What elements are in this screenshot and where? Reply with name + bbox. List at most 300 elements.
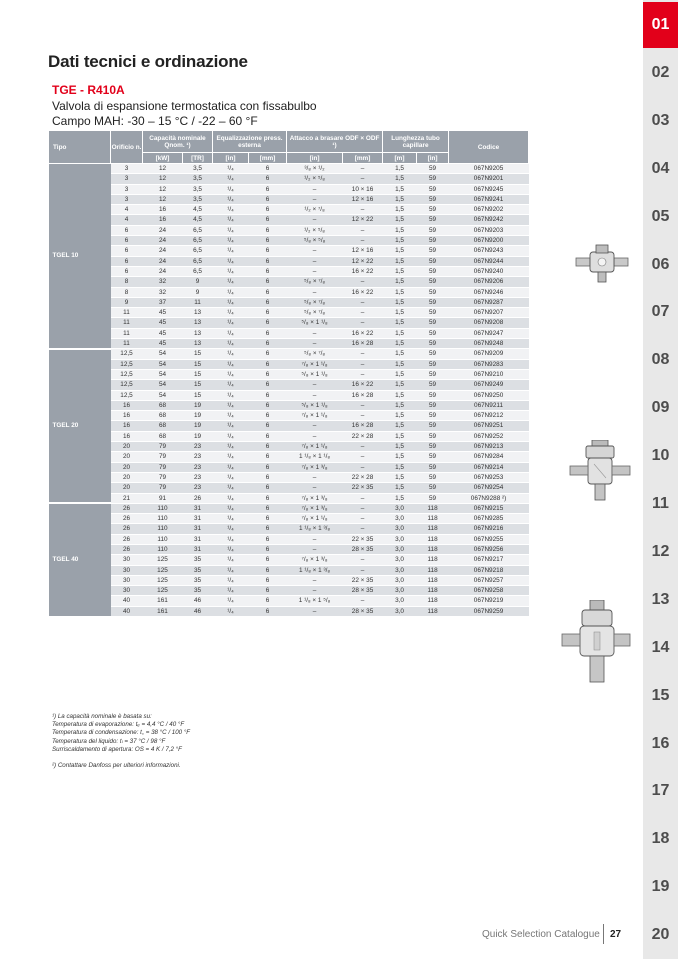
chapter-tab-03[interactable]: 03 (651, 111, 670, 129)
table-cell: 59 (417, 215, 449, 225)
table-cell: 6 (249, 555, 287, 565)
table-cell: 3,0 (383, 555, 417, 565)
table-cell: 31 (183, 503, 213, 513)
table-cell: – (343, 524, 383, 534)
group-label: TGEL 10 (49, 164, 111, 349)
table-cell: 1,5 (383, 359, 417, 369)
table-cell: 12 (143, 184, 183, 194)
chapter-tab-18[interactable]: 18 (651, 830, 670, 848)
table-cell: 59 (417, 194, 449, 204)
table-row (49, 503, 529, 513)
table-cell: – (287, 266, 343, 276)
table-cell: 1,5 (383, 225, 417, 235)
table-cell: 12 × 16 (343, 194, 383, 204)
table-cell: 4 (111, 215, 143, 225)
table-cell: ¹/₄ (213, 503, 249, 513)
table-cell: 13 (183, 339, 213, 349)
table-cell: ¹/₄ (213, 369, 249, 379)
table-cell: ⁵/₈ × ⁵/₈ (287, 236, 343, 246)
chapter-tab-16[interactable]: 16 (651, 734, 670, 752)
table-cell: 6 (249, 194, 287, 204)
table-cell: 6 (249, 431, 287, 441)
chapter-tab-15[interactable]: 15 (651, 686, 670, 704)
table-row (49, 452, 529, 462)
table-cell: 067N9241 (449, 194, 529, 204)
table-cell: 15 (183, 359, 213, 369)
table-cell: 12 × 22 (343, 256, 383, 266)
table-cell: 59 (417, 205, 449, 215)
table-cell: 30 (111, 565, 143, 575)
description-line-2: Campo MAH: -30 – 15 °C / -22 – 60 °F (52, 114, 258, 128)
table-cell: 161 (143, 606, 183, 616)
table-cell: 26 (111, 514, 143, 524)
table-cell: 067N9250 (449, 390, 529, 400)
table-row (49, 205, 529, 215)
chapter-tab-01[interactable]: 01 (643, 2, 678, 48)
chapter-tab-17[interactable]: 17 (651, 782, 670, 800)
table-cell: – (343, 369, 383, 379)
table-cell: 6 (249, 328, 287, 338)
table-cell: ¹/₄ (213, 225, 249, 235)
chapter-tab-02[interactable]: 02 (651, 63, 670, 81)
table-cell: 22 × 35 (343, 575, 383, 585)
table-row (49, 225, 529, 235)
table-cell: 59 (417, 225, 449, 235)
table-cell: ¹/₄ (213, 246, 249, 256)
table-cell: 067N9208 (449, 318, 529, 328)
table-cell: 23 (183, 442, 213, 452)
unit-header: [in] (213, 153, 249, 164)
table-cell: ¹/₄ (213, 421, 249, 431)
table-cell: 54 (143, 369, 183, 379)
table-row (49, 431, 529, 441)
table-cell: 067N9215 (449, 503, 529, 513)
table-cell: ¹/₄ (213, 606, 249, 616)
table-cell: 6 (249, 380, 287, 390)
table-cell: 067N9252 (449, 431, 529, 441)
table-cell: 20 (111, 452, 143, 462)
table-cell: 067N9254 (449, 483, 529, 493)
table-cell: 59 (417, 277, 449, 287)
table-cell: 9 (183, 287, 213, 297)
table-cell: 24 (143, 225, 183, 235)
table-cell: – (287, 390, 343, 400)
table-cell: 067N9246 (449, 287, 529, 297)
table-cell: 16 × 22 (343, 266, 383, 276)
table-cell: ⁵/₈ × ⁷/₈ (287, 297, 343, 307)
table-cell: 1,5 (383, 174, 417, 184)
table-cell: ⁷/₈ × 1 ³/₈ (287, 462, 343, 472)
table-cell: 12 (143, 174, 183, 184)
table-cell: 067N9285 (449, 514, 529, 524)
table-cell: 26 (111, 503, 143, 513)
table-cell: 1,5 (383, 266, 417, 276)
spec-table-body (49, 164, 529, 617)
table-cell: – (287, 256, 343, 266)
footer-catalogue-label: Quick Selection Catalogue (482, 929, 600, 940)
table-cell: 1,5 (383, 318, 417, 328)
valve-tgel40-image (560, 600, 632, 684)
table-cell: 1 ¹/₈ × 1 ⁵/₈ (287, 596, 343, 606)
table-cell: 110 (143, 524, 183, 534)
chapter-tab-07[interactable]: 07 (651, 303, 670, 321)
footer-divider (603, 924, 604, 944)
footnote-line: Temperatura di evaporazione: tₑ = 4,4 °C / 40 °F (52, 721, 185, 729)
table-cell: 1,5 (383, 215, 417, 225)
table-cell: 59 (417, 472, 449, 482)
chapter-tab-10[interactable]: 10 (651, 447, 670, 465)
table-row (49, 596, 529, 606)
table-cell: 6 (249, 215, 287, 225)
table-cell: – (343, 503, 383, 513)
table-cell: 79 (143, 462, 183, 472)
table-cell: 20 (111, 462, 143, 472)
table-cell: 6,5 (183, 236, 213, 246)
table-cell: 59 (417, 308, 449, 318)
table-cell: – (343, 411, 383, 421)
table-cell: 067N9259 (449, 606, 529, 616)
table-cell: 12,5 (111, 359, 143, 369)
chapter-tab-20[interactable]: 20 (651, 926, 670, 944)
table-cell: 6,5 (183, 256, 213, 266)
table-cell: 59 (417, 442, 449, 452)
table-cell: 1,5 (383, 308, 417, 318)
product-description (52, 99, 317, 129)
table-cell: ¹/₄ (213, 555, 249, 565)
table-cell: 22 × 35 (343, 534, 383, 544)
table-cell: 16 × 22 (343, 328, 383, 338)
table-cell: ¹/₄ (213, 596, 249, 606)
table-cell: ¹/₂ × ⁵/₈ (287, 174, 343, 184)
footnote-line: Temperatura di condensazione: t꜀ = 38 °C / 100 °F (52, 729, 191, 737)
table-cell: 1 ¹/₈ × 1 ³/₈ (287, 524, 343, 534)
table-cell: 067N9206 (449, 277, 529, 287)
table-cell: 16 (111, 421, 143, 431)
table-cell: 067N9207 (449, 308, 529, 318)
table-cell: ¹/₄ (213, 452, 249, 462)
chapter-tab-12[interactable]: 12 (651, 542, 670, 560)
table-cell: 68 (143, 431, 183, 441)
table-cell: 79 (143, 442, 183, 452)
chapter-tab-13[interactable]: 13 (651, 590, 670, 608)
table-cell: 13 (183, 308, 213, 318)
footnote-line: Surriscaldamento di apertura: OS = 4 K / 7,2 °F (52, 745, 182, 753)
table-cell: ⁵/₈ × ⁷/₈ (287, 277, 343, 287)
table-cell: 31 (183, 534, 213, 544)
table-cell: 59 (417, 339, 449, 349)
table-cell: 6 (249, 586, 287, 596)
table-cell: 59 (417, 184, 449, 194)
table-cell: ¹/₄ (213, 575, 249, 585)
table-cell: 1,5 (383, 390, 417, 400)
table-cell: ⁵/₈ × ⁷/₈ (287, 349, 343, 359)
table-cell: 067N9203 (449, 225, 529, 235)
table-cell: 26 (111, 544, 143, 554)
table-cell: – (287, 328, 343, 338)
table-cell: ¹/₄ (213, 236, 249, 246)
table-row (49, 565, 529, 575)
table-cell: 067N9202 (449, 205, 529, 215)
table-row (49, 586, 529, 596)
table-cell: ⁵/₈ × 1 ¹/₈ (287, 369, 343, 379)
table-row (49, 359, 529, 369)
chapter-tabs (643, 0, 678, 959)
table-cell: 6 (249, 205, 287, 215)
table-cell: 6 (249, 596, 287, 606)
table-cell: 19 (183, 431, 213, 441)
table-cell: 6 (249, 236, 287, 246)
table-cell: 1,5 (383, 483, 417, 493)
table-cell: 118 (417, 534, 449, 544)
table-cell: – (287, 287, 343, 297)
table-cell: 6 (249, 339, 287, 349)
table-cell: 16 (111, 431, 143, 441)
table-cell: 067N9283 (449, 359, 529, 369)
table-cell: 1,5 (383, 380, 417, 390)
table-cell: ¹/₄ (213, 277, 249, 287)
table-row (49, 493, 529, 503)
table-cell: 16 × 22 (343, 380, 383, 390)
table-row (49, 194, 529, 204)
table-cell: – (343, 359, 383, 369)
chapter-tab-04[interactable]: 04 (651, 159, 670, 177)
valve-tgel20-image (568, 440, 632, 502)
table-cell: 067N9210 (449, 369, 529, 379)
table-cell: 3,0 (383, 544, 417, 554)
table-cell: ¹/₄ (213, 390, 249, 400)
chapter-tab-14[interactable]: 14 (651, 638, 670, 656)
table-cell: 32 (143, 277, 183, 287)
description-line-1: Valvola di espansione termostatica con fissabulbo (52, 99, 317, 113)
table-row (49, 524, 529, 534)
table-cell: 22 × 35 (343, 483, 383, 493)
table-cell: ¹/₄ (213, 534, 249, 544)
table-cell: 6 (249, 421, 287, 431)
table-cell: 12 × 22 (343, 215, 383, 225)
table-row (49, 380, 529, 390)
table-cell: ⁷/₈ × 1 ³/₈ (287, 503, 343, 513)
page-title: Dati tecnici e ordinazione (48, 52, 248, 71)
table-cell: 6,5 (183, 225, 213, 235)
table-cell: 067N9253 (449, 472, 529, 482)
table-cell: 59 (417, 164, 449, 174)
table-cell: 067N9255 (449, 534, 529, 544)
spec-table (48, 130, 529, 618)
table-cell: 1,5 (383, 400, 417, 410)
table-cell: – (287, 544, 343, 554)
table-cell: 59 (417, 359, 449, 369)
table-cell: 3 (111, 174, 143, 184)
table-row (49, 462, 529, 472)
table-cell: ¹/₄ (213, 544, 249, 554)
table-cell: 3,5 (183, 194, 213, 204)
table-cell: 15 (183, 349, 213, 359)
table-cell: 12 × 16 (343, 246, 383, 256)
table-row (49, 421, 529, 431)
table-cell: 12,5 (111, 369, 143, 379)
table-cell: 11 (183, 297, 213, 307)
table-cell: 12,5 (111, 349, 143, 359)
table-cell: 6 (249, 524, 287, 534)
table-cell: 68 (143, 421, 183, 431)
table-cell: ¹/₄ (213, 308, 249, 318)
table-cell: 59 (417, 462, 449, 472)
table-cell: 3,0 (383, 586, 417, 596)
table-cell: 79 (143, 472, 183, 482)
table-cell: 11 (111, 328, 143, 338)
table-cell: 20 (111, 472, 143, 482)
chapter-tab-05[interactable]: 05 (651, 207, 670, 225)
table-cell: 68 (143, 411, 183, 421)
header-equalizzazione: Equalizzazione press. esterna (213, 131, 287, 153)
table-cell: 6 (249, 390, 287, 400)
table-cell: 067N9284 (449, 452, 529, 462)
table-cell: 45 (143, 308, 183, 318)
table-cell: 118 (417, 514, 449, 524)
table-cell: 6 (249, 565, 287, 575)
table-cell: ¹/₄ (213, 318, 249, 328)
table-cell: – (343, 462, 383, 472)
unit-header: [mm] (249, 153, 287, 164)
table-cell: – (287, 586, 343, 596)
table-cell: ¹/₄ (213, 524, 249, 534)
table-cell: 31 (183, 544, 213, 554)
table-row (49, 308, 529, 318)
header-orificio: Orificio n. (111, 131, 143, 164)
unit-header: [kW] (143, 153, 183, 164)
table-cell: 16 × 28 (343, 421, 383, 431)
table-cell: 118 (417, 544, 449, 554)
table-cell: ¹/₂ × ⁷/₈ (287, 205, 343, 215)
table-cell: 6 (249, 287, 287, 297)
table-cell: ¹/₄ (213, 380, 249, 390)
table-cell: 23 (183, 452, 213, 462)
table-cell: 24 (143, 256, 183, 266)
table-cell: 067N9214 (449, 462, 529, 472)
table-cell: 6 (249, 606, 287, 616)
table-cell: 6 (249, 514, 287, 524)
table-cell: 118 (417, 575, 449, 585)
table-cell: 110 (143, 544, 183, 554)
table-row (49, 606, 529, 616)
table-row (49, 483, 529, 493)
table-cell: 91 (143, 493, 183, 503)
table-cell: 26 (183, 493, 213, 503)
table-cell: 35 (183, 555, 213, 565)
table-cell: – (287, 194, 343, 204)
table-cell: 6 (249, 452, 287, 462)
table-cell: 59 (417, 297, 449, 307)
table-cell: 22 × 28 (343, 472, 383, 482)
table-cell: 19 (183, 411, 213, 421)
table-cell: 8 (111, 287, 143, 297)
table-cell: 1,5 (383, 164, 417, 174)
table-cell: 067N9249 (449, 380, 529, 390)
table-row (49, 266, 529, 276)
table-cell: 6 (249, 503, 287, 513)
table-cell: – (343, 297, 383, 307)
table-cell: 067N9256 (449, 544, 529, 554)
table-cell: 067N9243 (449, 246, 529, 256)
table-cell: 24 (143, 246, 183, 256)
table-cell: 59 (417, 246, 449, 256)
chapter-tab-08[interactable]: 08 (651, 351, 670, 369)
table-row (49, 390, 529, 400)
table-cell: 15 (183, 369, 213, 379)
table-cell: 13 (183, 328, 213, 338)
table-cell: 118 (417, 503, 449, 513)
table-cell: 59 (417, 266, 449, 276)
table-cell: 1,5 (383, 452, 417, 462)
table-cell: 125 (143, 586, 183, 596)
table-cell: 6 (249, 246, 287, 256)
table-row (49, 555, 529, 565)
table-cell: 6 (249, 400, 287, 410)
chapter-tab-09[interactable]: 09 (651, 399, 670, 417)
table-cell: ⁷/₈ × 1 ¹/₈ (287, 442, 343, 452)
table-cell: 1,5 (383, 462, 417, 472)
table-cell: 6 (111, 225, 143, 235)
table-cell: 1,5 (383, 349, 417, 359)
header-codice: Codice (449, 131, 529, 164)
table-cell: – (343, 596, 383, 606)
table-cell: – (343, 205, 383, 215)
table-cell: 6 (249, 256, 287, 266)
table-cell: 54 (143, 359, 183, 369)
table-cell: 6 (249, 544, 287, 554)
table-cell: 110 (143, 534, 183, 544)
table-cell: 59 (417, 452, 449, 462)
group-label: TGEL 20 (49, 349, 111, 503)
table-cell: ¹/₄ (213, 349, 249, 359)
table-cell: 067N9205 (449, 164, 529, 174)
table-cell: 1,5 (383, 339, 417, 349)
chapter-tab-11[interactable]: 11 (652, 495, 669, 512)
table-cell: 1,5 (383, 277, 417, 287)
chapter-tab-06[interactable]: 06 (651, 255, 670, 273)
table-cell: 6 (249, 174, 287, 184)
table-cell: 1,5 (383, 205, 417, 215)
table-cell: 16 × 28 (343, 339, 383, 349)
table-cell: 067N9287 (449, 297, 529, 307)
table-cell: 6 (249, 534, 287, 544)
table-cell: 1,5 (383, 411, 417, 421)
table-cell: 59 (417, 369, 449, 379)
table-cell: 79 (143, 452, 183, 462)
table-cell: 125 (143, 575, 183, 585)
table-cell: 59 (417, 287, 449, 297)
table-cell: 3 (111, 164, 143, 174)
table-cell: 45 (143, 328, 183, 338)
table-row (49, 297, 529, 307)
table-cell: 15 (183, 390, 213, 400)
table-row (49, 349, 529, 359)
table-cell: 59 (417, 318, 449, 328)
table-cell: 067N9218 (449, 565, 529, 575)
table-cell: 118 (417, 555, 449, 565)
header-attacco: Attacco a brasare ODF × ODF ¹) (287, 131, 383, 153)
table-cell: 35 (183, 575, 213, 585)
table-cell: 1,5 (383, 442, 417, 452)
table-cell: 40 (111, 606, 143, 616)
table-cell: 6 (249, 462, 287, 472)
table-cell: 067N9216 (449, 524, 529, 534)
table-cell: 59 (417, 236, 449, 246)
table-cell: 067N9288 ²) (449, 493, 529, 503)
table-cell: 6 (249, 349, 287, 359)
table-cell: 3,0 (383, 596, 417, 606)
chapter-tab-19[interactable]: 19 (651, 878, 670, 896)
